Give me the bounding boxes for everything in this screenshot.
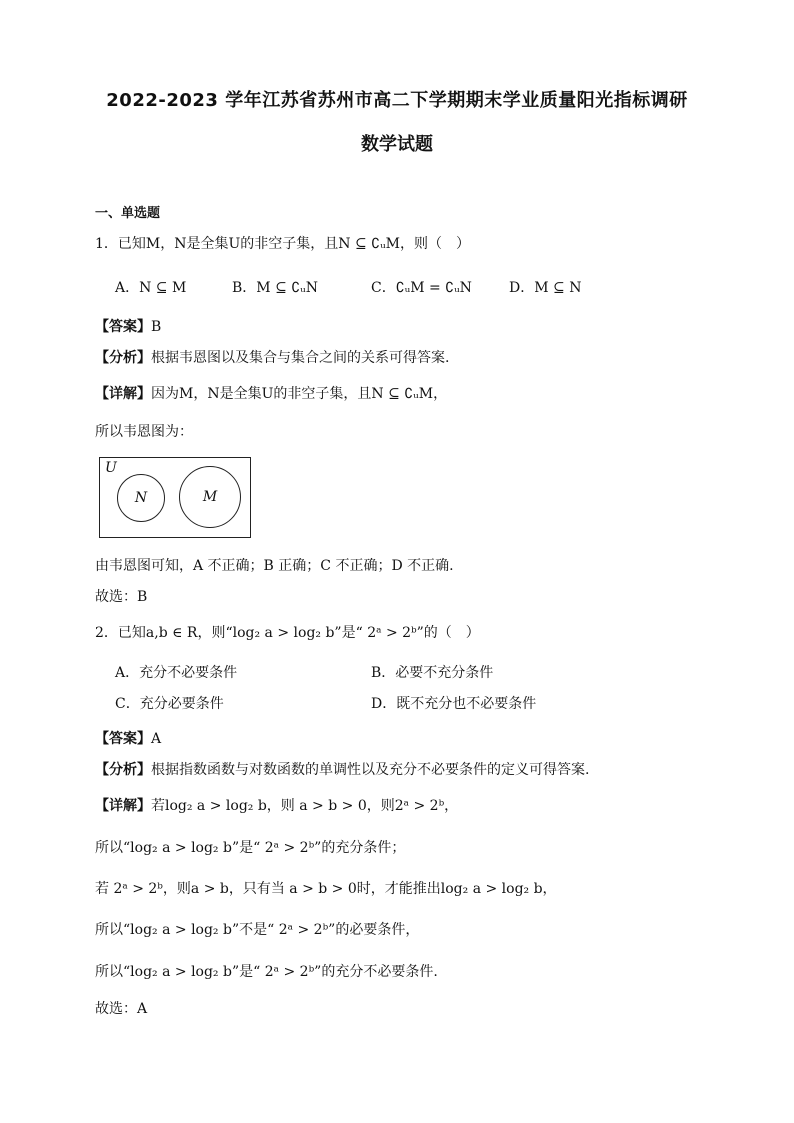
q1-venn-intro: 所以韦恩图为： (95, 424, 193, 440)
q1-detail (95, 384, 447, 404)
q2-option-a: A．充分不必要条件 (115, 665, 238, 681)
detail-tag: 【详解】 (95, 798, 151, 814)
venn-circle-n (117, 474, 165, 522)
q1-choose: 故选：B (95, 589, 148, 605)
q1-option-c: C．∁ᵤM = ∁ᵤN (371, 280, 472, 296)
answer-tag: 【答案】 (95, 731, 151, 747)
q2-choose: 故选：A (95, 1001, 148, 1017)
q2-line-1: 所以“log₂ a > log₂ b”是“ 2ᵃ > 2ᵇ”的充分条件； (95, 840, 406, 856)
analysis-tag: 【分析】 (95, 350, 151, 366)
venn-diagram (99, 457, 251, 538)
venn-circle-n-label: N (134, 490, 148, 506)
q1-answer-value: B (151, 319, 162, 335)
q2-option-c: C．充分必要条件 (115, 696, 224, 712)
q1-analysis-text: 根据韦恩图以及集合与集合之间的关系可得答案. (151, 350, 450, 366)
detail-tag: 【详解】 (95, 386, 151, 402)
q2-answer-value: A (151, 731, 162, 747)
q2-line-4: 所以“log₂ a > log₂ b”是“ 2ᵃ > 2ᵇ”的充分不必要条件. (95, 964, 438, 980)
q1-stem: 1．已知M，N是全集U的非空子集，且N ⊆ ∁ᵤM，则（ ） (95, 236, 470, 252)
q1-option-d: D．M ⊆ N (509, 280, 582, 296)
q1-option-a: A．N ⊆ M (115, 280, 187, 296)
q1-analysis (95, 348, 449, 368)
q1-conclusion: 由韦恩图可知，A 不正确；B 正确；C 不正确；D 不正确. (95, 558, 454, 574)
q2-analysis-text: 根据指数函数与对数函数的单调性以及充分不必要条件的定义可得答案. (151, 762, 590, 778)
q1-detail-text: 因为M，N是全集U的非空子集，且N ⊆ ∁ᵤM， (151, 386, 448, 402)
q2-option-b: B．必要不充分条件 (371, 665, 494, 681)
answer-tag: 【答案】 (95, 319, 151, 335)
q2-line-3: 所以“log₂ a > log₂ b”不是“ 2ᵃ > 2ᵇ”的必要条件， (95, 922, 420, 938)
q1-option-b: B．M ⊆ ∁ᵤN (232, 280, 318, 296)
q2-detail (95, 796, 458, 816)
section-heading: 一、单选题 (95, 206, 161, 221)
q2-detail-text: 若log₂ a > log₂ b，则 a > b > 0，则2ᵃ > 2ᵇ， (151, 798, 459, 814)
q2-option-d: D．既不充分也不必要条件 (371, 696, 537, 712)
q2-stem: 2．已知a,b ∈ R，则“log₂ a > log₂ b”是“ 2ᵃ > 2ᵇ”的（ ） (95, 625, 480, 641)
venn-circle-m (179, 466, 241, 528)
q2-analysis (95, 760, 589, 780)
q1-answer (95, 317, 161, 337)
document-subtitle: 数学试题 (361, 134, 433, 155)
q2-answer (95, 729, 161, 749)
venn-universe-label: U (105, 460, 117, 476)
venn-circle-m-label: M (202, 489, 218, 505)
analysis-tag: 【分析】 (95, 762, 151, 778)
document-title: 2022-2023 学年江苏省苏州市高二下学期期末学业质量阳光指标调研 (106, 90, 688, 111)
q2-line-2: 若 2ᵃ > 2ᵇ，则a > b，只有当 a > b > 0时，才能推出log₂ a > log₂ b， (95, 881, 557, 897)
